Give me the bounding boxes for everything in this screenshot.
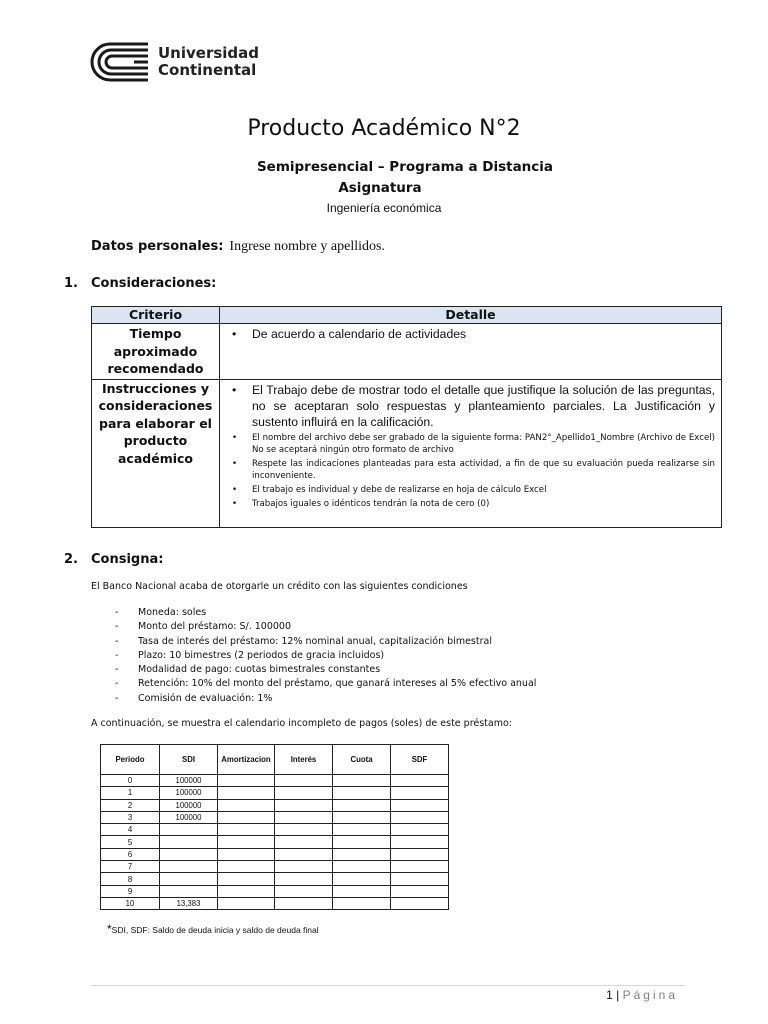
calendar-cell xyxy=(391,824,449,836)
footer-divider xyxy=(91,985,685,986)
calendar-cell xyxy=(160,836,218,848)
calendar-cell xyxy=(218,787,275,799)
detalle-item: • El Trabajo debe de mostrar todo el detalle que justifique la solución de las preguntas, no se aceptaran solo respuestas y planteamiento parciales. La Justificación y sustento influirá en la calificación. xyxy=(252,382,715,430)
condition-item: - Tasa de interés del préstamo: 12% nominal anual, capitalización bimestral xyxy=(115,635,536,649)
footnote xyxy=(107,922,319,936)
calendar-cell xyxy=(391,799,449,811)
section-heading-2 xyxy=(64,552,163,567)
calendar-cell xyxy=(333,848,391,860)
calendar-cell: 5 xyxy=(101,836,160,848)
calendar-cell xyxy=(218,873,275,885)
calendar-cell xyxy=(391,897,449,909)
calendar-cell xyxy=(333,861,391,873)
calendar-row xyxy=(101,885,449,897)
calendar-cell xyxy=(160,848,218,860)
payment-calendar-table xyxy=(100,744,449,910)
calendar-header-cell: SDF xyxy=(391,745,449,775)
calendar-cell xyxy=(333,811,391,823)
calendar-cell xyxy=(333,824,391,836)
footnote-star: * xyxy=(107,922,112,936)
calendar-cell: 2 xyxy=(101,799,160,811)
calendar-row xyxy=(101,861,449,873)
page-label: Página xyxy=(622,988,678,1002)
calendar-cell: 100000 xyxy=(160,811,218,823)
calendar-cell xyxy=(333,897,391,909)
personal-data-value: Ingrese nombre y apellidos. xyxy=(229,239,385,254)
calendar-cell xyxy=(391,787,449,799)
calendar-row xyxy=(101,811,449,823)
page-footer xyxy=(606,988,678,1002)
section-number: 2. xyxy=(64,552,78,567)
criteria-row xyxy=(92,324,722,380)
condition-item: - Comisión de evaluación: 1% xyxy=(115,692,536,706)
logo-text xyxy=(158,45,259,79)
condition-item: - Moneda: soles xyxy=(115,606,536,620)
criteria-table xyxy=(91,306,722,528)
university-logo xyxy=(90,40,259,84)
calendar-cell: 6 xyxy=(101,848,160,860)
calendar-header-row xyxy=(101,745,449,775)
document-subtitle: Semipresencial – Programa a Distancia xyxy=(256,159,554,175)
criterio-cell: Tiempo aproximado recomendado xyxy=(92,324,220,380)
calendar-row xyxy=(101,873,449,885)
section-title: Consideraciones: xyxy=(91,276,217,291)
header-detalle: Detalle xyxy=(220,307,722,324)
logo-line-2: Continental xyxy=(158,61,257,79)
detalle-item: • Respete las indicaciones planteadas para esta actividad, a fin de que su evaluación pueda realizarse sin inconveniente. xyxy=(252,458,715,482)
calendar-header-cell: Amortizacion xyxy=(218,745,275,775)
calendar-header-cell: Cuota xyxy=(333,745,391,775)
calendar-cell xyxy=(391,848,449,860)
calendar-header-cell: Interés xyxy=(275,745,333,775)
detalle-item: • De acuerdo a calendario de actividades xyxy=(252,326,715,342)
calendar-cell xyxy=(218,848,275,860)
calendar-cell: 9 xyxy=(101,885,160,897)
detalle-cell xyxy=(220,324,722,380)
calendar-cell xyxy=(391,861,449,873)
condition-item: - Retención: 10% del monto del préstamo, que ganará intereses al 5% efectivo anual xyxy=(115,677,536,691)
calendar-cell xyxy=(391,836,449,848)
calendar-cell xyxy=(218,861,275,873)
calendar-cell: 100000 xyxy=(160,787,218,799)
header-criterio: Criterio xyxy=(92,307,220,324)
calendar-cell xyxy=(218,811,275,823)
calendar-cell xyxy=(218,799,275,811)
detalle-list xyxy=(220,380,721,512)
footer-separator: | xyxy=(616,988,620,1002)
calendar-cell xyxy=(275,811,333,823)
document-title: Producto Académico N°2 xyxy=(247,116,521,141)
calendar-intro: A continuación, se muestra el calendario incompleto de pagos (soles) de este préstamo: xyxy=(91,718,512,729)
calendar-cell xyxy=(275,848,333,860)
calendar-cell xyxy=(333,775,391,787)
calendar-cell xyxy=(333,885,391,897)
calendar-cell xyxy=(333,799,391,811)
calendar-cell xyxy=(275,775,333,787)
calendar-cell xyxy=(218,885,275,897)
course-name: Ingeniería económica xyxy=(326,201,442,215)
calendar-cell: 8 xyxy=(101,873,160,885)
calendar-row xyxy=(101,775,449,787)
section-heading-1 xyxy=(64,276,216,291)
consigna-intro: El Banco Nacional acaba de otorgarle un crédito con las siguientes condiciones xyxy=(91,581,468,592)
calendar-cell xyxy=(333,873,391,885)
calendar-cell xyxy=(275,897,333,909)
criteria-header-row xyxy=(92,307,722,324)
detalle-list xyxy=(220,324,721,344)
calendar-cell xyxy=(333,787,391,799)
footnote-text: SDI, SDF: Saldo de deuda inicia y saldo de deuda final xyxy=(111,925,319,935)
calendar-row xyxy=(101,799,449,811)
condition-item: - Modalidad de pago: cuotas bimestrales constantes xyxy=(115,663,536,677)
calendar-cell xyxy=(275,885,333,897)
calendar-row xyxy=(101,787,449,799)
calendar-cell: 0 xyxy=(101,775,160,787)
page-number: 1 xyxy=(606,988,613,1002)
calendar-cell xyxy=(275,861,333,873)
calendar-row xyxy=(101,897,449,909)
personal-data xyxy=(91,238,385,255)
calendar-cell xyxy=(333,836,391,848)
calendar-cell: 7 xyxy=(101,861,160,873)
personal-data-label: Datos personales: xyxy=(91,239,224,254)
calendar-cell xyxy=(391,873,449,885)
section-number: 1. xyxy=(64,276,78,291)
criterio-cell: Instrucciones y consideraciones para elaborar el producto académico xyxy=(92,379,220,527)
calendar-cell xyxy=(275,799,333,811)
calendar-cell: 4 xyxy=(101,824,160,836)
detalle-cell xyxy=(220,379,722,527)
detalle-item: • El trabajo es individual y debe de realizarse en hoja de cálculo Excel xyxy=(252,484,715,496)
calendar-cell xyxy=(160,861,218,873)
calendar-cell xyxy=(275,836,333,848)
section-title: Consigna: xyxy=(91,552,164,567)
calendar-cell xyxy=(218,836,275,848)
calendar-cell xyxy=(160,885,218,897)
calendar-cell xyxy=(391,885,449,897)
calendar-body xyxy=(101,775,449,910)
condition-item: - Plazo: 10 bimestres (2 periodos de gracia incluidos) xyxy=(115,649,536,663)
calendar-header-cell: Periodo xyxy=(101,745,160,775)
calendar-cell xyxy=(218,775,275,787)
conditions-list xyxy=(115,606,536,706)
continental-logo-icon xyxy=(90,40,152,84)
calendar-row xyxy=(101,848,449,860)
detalle-item: • Trabajos iguales o idénticos tendrán la nota de cero (0) xyxy=(252,498,715,510)
asignatura-label: Asignatura xyxy=(338,180,422,196)
detalle-item: • El nombre del archivo debe ser grabado de la siguiente forma: PAN2°_Apellido1_Nombre (Archivo de Excel) No se aceptará ningún otro formato de archivo xyxy=(252,432,715,456)
calendar-cell: 100000 xyxy=(160,775,218,787)
calendar-header-cell: SDI xyxy=(160,745,218,775)
calendar-cell xyxy=(391,811,449,823)
calendar-cell xyxy=(218,824,275,836)
calendar-cell: 10 xyxy=(101,897,160,909)
calendar-cell xyxy=(160,873,218,885)
condition-item: - Monto del préstamo: S/. 100000 xyxy=(115,620,536,634)
calendar-cell: 100000 xyxy=(160,799,218,811)
calendar-cell xyxy=(160,824,218,836)
calendar-row xyxy=(101,836,449,848)
criteria-row xyxy=(92,379,722,527)
calendar-cell xyxy=(275,787,333,799)
logo-line-1: Universidad xyxy=(158,44,260,62)
calendar-cell xyxy=(391,775,449,787)
calendar-cell: 3 xyxy=(101,811,160,823)
calendar-cell xyxy=(275,824,333,836)
calendar-cell: 13,383 xyxy=(160,897,218,909)
calendar-cell xyxy=(275,873,333,885)
calendar-row xyxy=(101,824,449,836)
calendar-cell: 1 xyxy=(101,787,160,799)
calendar-cell xyxy=(218,897,275,909)
